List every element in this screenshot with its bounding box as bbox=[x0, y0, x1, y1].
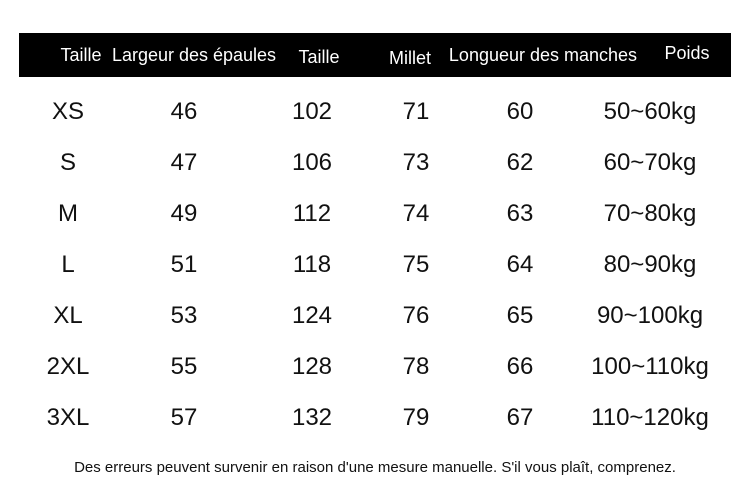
cell-size: 2XL bbox=[46, 353, 90, 380]
cell-shoulder-width: 55 bbox=[170, 353, 198, 380]
cell-millet: 73 bbox=[402, 149, 430, 176]
cell-weight: 70~80kg bbox=[603, 200, 697, 227]
cell-weight: 100~110kg bbox=[591, 353, 709, 380]
header-cell-shoulder-width: Largeur des épaules bbox=[111, 45, 277, 65]
cell-shoulder-width: 57 bbox=[170, 404, 198, 431]
cell-size-2: 132 bbox=[291, 404, 333, 431]
cell-size: XL bbox=[53, 302, 83, 329]
cell-size: 3XL bbox=[46, 404, 90, 431]
cell-weight: 80~90kg bbox=[603, 251, 697, 278]
cell-millet: 71 bbox=[402, 98, 430, 125]
cell-shoulder-width: 53 bbox=[170, 302, 198, 329]
header-cell-sleeve-length: Longueur des manches bbox=[448, 45, 638, 65]
cell-weight: 110~120kg bbox=[591, 404, 709, 431]
cell-size-2: 106 bbox=[291, 149, 333, 176]
cell-sleeve-length: 63 bbox=[506, 200, 534, 227]
cell-millet: 74 bbox=[402, 200, 430, 227]
cell-size-2: 118 bbox=[292, 251, 332, 278]
table-row bbox=[0, 86, 750, 137]
cell-millet: 76 bbox=[402, 302, 430, 329]
table-header bbox=[19, 33, 731, 77]
cell-sleeve-length: 65 bbox=[506, 302, 534, 329]
table-row bbox=[0, 239, 750, 290]
cell-weight: 90~100kg bbox=[596, 302, 704, 329]
table-row bbox=[0, 392, 750, 443]
header-cell-size: Taille bbox=[60, 45, 102, 65]
cell-sleeve-length: 60 bbox=[506, 98, 534, 125]
cell-sleeve-length: 67 bbox=[506, 404, 534, 431]
cell-sleeve-length: 64 bbox=[506, 251, 534, 278]
cell-size: L bbox=[61, 251, 75, 278]
cell-size-2: 128 bbox=[291, 353, 333, 380]
cell-shoulder-width: 49 bbox=[170, 200, 198, 227]
cell-size-2: 124 bbox=[291, 302, 333, 329]
cell-millet: 78 bbox=[402, 353, 430, 380]
size-table-body bbox=[0, 86, 750, 443]
cell-shoulder-width: 51 bbox=[170, 251, 198, 278]
measurement-disclaimer: Des erreurs peuvent survenir en raison d'une mesure manuelle. S'il vous plaît, comprenez. bbox=[74, 459, 676, 476]
cell-size-2: 112 bbox=[292, 200, 332, 227]
cell-size-2: 102 bbox=[291, 98, 333, 125]
table-row bbox=[0, 188, 750, 239]
cell-size: M bbox=[58, 200, 78, 227]
header-cell-millet: Millet bbox=[388, 48, 431, 68]
cell-weight: 60~70kg bbox=[603, 149, 697, 176]
header-cell-size-2: Taille bbox=[298, 47, 340, 67]
table-row bbox=[0, 137, 750, 188]
cell-shoulder-width: 47 bbox=[170, 149, 198, 176]
cell-size: XS bbox=[51, 98, 84, 125]
table-row bbox=[0, 341, 750, 392]
cell-millet: 75 bbox=[402, 251, 430, 278]
table-row bbox=[0, 290, 750, 341]
cell-weight: 50~60kg bbox=[603, 98, 697, 125]
cell-shoulder-width: 46 bbox=[170, 98, 198, 125]
cell-size: S bbox=[59, 149, 76, 176]
cell-millet: 79 bbox=[402, 404, 430, 431]
header-cell-weight: Poids bbox=[664, 43, 710, 63]
cell-sleeve-length: 66 bbox=[506, 353, 534, 380]
cell-sleeve-length: 62 bbox=[506, 149, 534, 176]
